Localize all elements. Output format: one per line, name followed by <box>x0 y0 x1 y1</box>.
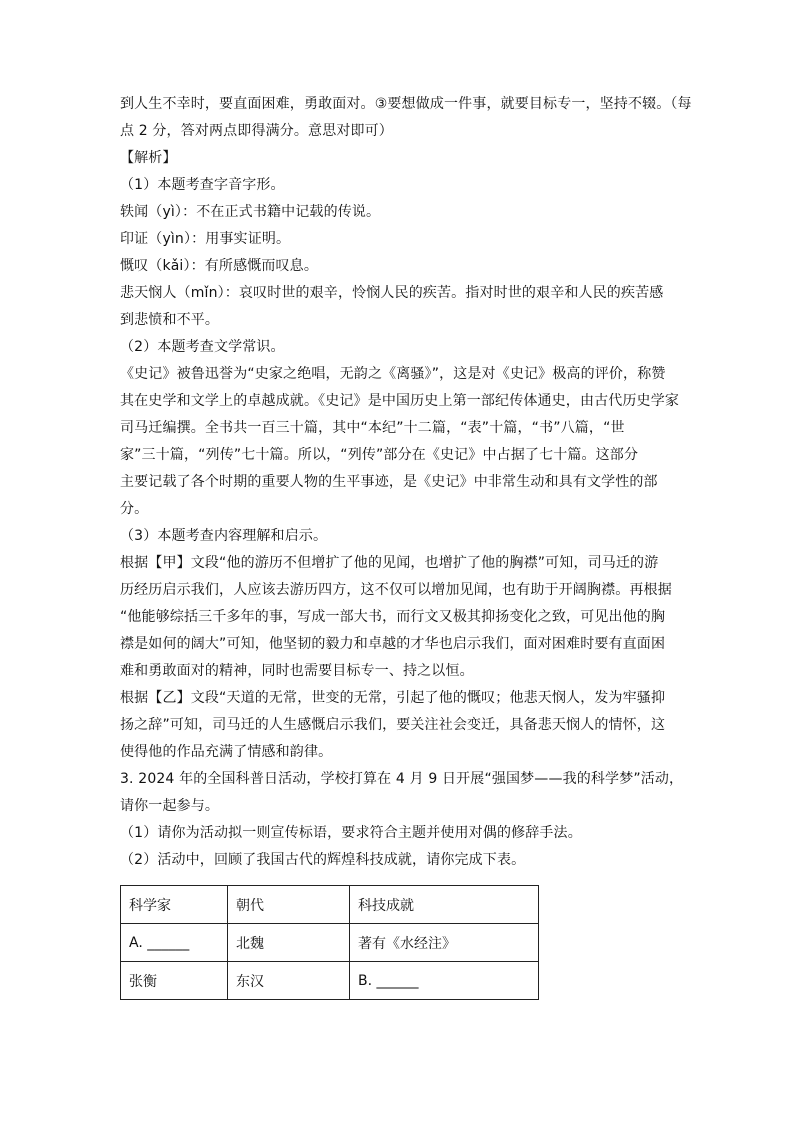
text-line: 主要记载了各个时期的重要人物的生平事迹，是《史记》中非常生动和具有文学性的部 <box>120 474 658 490</box>
table-cell: 张衡 <box>121 962 228 1000</box>
text-line: 到悲愤和不平。 <box>120 312 220 328</box>
text-line: 《史记》被鲁迅誉为“史家之绝唱，无韵之《离骚》”，这是对《史记》极高的评价，称赞 <box>120 366 666 382</box>
table-cell: 科技成就 <box>350 886 539 924</box>
text-line: （2）本题考查文学常识。 <box>120 339 285 355</box>
table-cell: 北魏 <box>228 924 350 962</box>
text-line: 慨叹（kǎi）：有所感慨而叹息。 <box>120 258 318 274</box>
table-cell-blank-a: A. ______ <box>121 924 228 962</box>
text-line: （1）本题考查字音字形。 <box>120 177 285 193</box>
table-cell: 朝代 <box>228 886 350 924</box>
text-line: （3）本题考查内容理解和启示。 <box>120 528 328 544</box>
text-line: 请你一起参与。 <box>120 798 220 814</box>
text-line: “他能够综括三千多年的事，写成一部大书，而行文又极其抑扬变化之致，可见出他的胸 <box>120 609 666 625</box>
text-line: 司马迁编撰。全书共一百三十篇，其中“本纪”十二篇，“表”十篇，“书”八篇，“世 <box>120 420 625 436</box>
answer-text-block <box>120 91 692 874</box>
text-line: 到人生不幸时，要直面困难，勇敢面对。③要想做成一件事，就要目标专一，坚持不辍。（每 <box>120 96 692 112</box>
section-heading-analysis: 【解析】 <box>120 150 177 166</box>
table-cell: 东汉 <box>228 962 350 1000</box>
science-achievements-table <box>120 885 539 1000</box>
text-line: 分。 <box>120 501 149 517</box>
text-line: 根据【乙】文段“天道的无常，世变的无常，引起了他的慨叹；他悲天悯人，发为牢骚抑 <box>120 690 666 706</box>
text-line: 轶闻（yì）：不在正式书籍中记载的传说。 <box>120 204 381 220</box>
text-line: 使得他的作品充满了情感和韵律。 <box>120 744 333 760</box>
text-line: 扬之辞”可知，司马迁的人生感慨启示我们，要关注社会变迁，具备悲天悯人的情怀，这 <box>120 717 666 733</box>
table-cell: 著有《水经注》 <box>350 924 539 962</box>
sub-question-2: （2）活动中，回顾了我国古代的辉煌科技成就，请你完成下表。 <box>120 852 526 868</box>
table-row <box>121 962 539 1000</box>
text-line: 悲天悯人（mǐn）：哀叹时世的艰辛，怜悯人民的疾苦。指对时世的艰辛和人民的疾苦感 <box>120 285 664 301</box>
text-line: 印证（yìn）：用事实证明。 <box>120 231 291 247</box>
sub-question-1: （1）请你为活动拟一则宣传标语，要求符合主题并使用对偶的修辞手法。 <box>120 825 582 841</box>
table-row <box>121 924 539 962</box>
table-cell: 科学家 <box>121 886 228 924</box>
text-line: 襟是如何的阔大”可知，他坚韧的毅力和卓越的才华也启示我们，面对困难时要有直面困 <box>120 636 666 652</box>
text-line: 难和勇敢面对的精神，同时也需要目标专一、持之以恒。 <box>120 663 474 679</box>
question-3-line: 3. 2024 年的全国科普日活动，学校打算在 4 月 9 日开展“强国梦——我的科学梦”活动， <box>120 771 684 787</box>
text-line: 历经历启示我们，人应该去游历四方，这不仅可以增加见闻，也有助于开阔胸襟。再根据 <box>120 582 672 598</box>
text-line: 其在史学和文学上的卓越成就。《史记》是中国历史上第一部纪传体通史，由古代历史学家 <box>120 393 679 409</box>
text-line: 根据【甲】文段“他的游历不但增扩了他的见闻，也增扩了他的胸襟”可知，司马迁的游 <box>120 555 659 571</box>
text-line: 家”三十篇，“列传”七十篇。所以，“列传”部分在《史记》中占据了七十篇。这部分 <box>120 447 639 463</box>
table-header-row <box>121 886 539 924</box>
text-line: 点 2 分，答对两点即得满分。意思对即可） <box>120 123 393 139</box>
table-cell-blank-b: B. ______ <box>350 962 539 1000</box>
